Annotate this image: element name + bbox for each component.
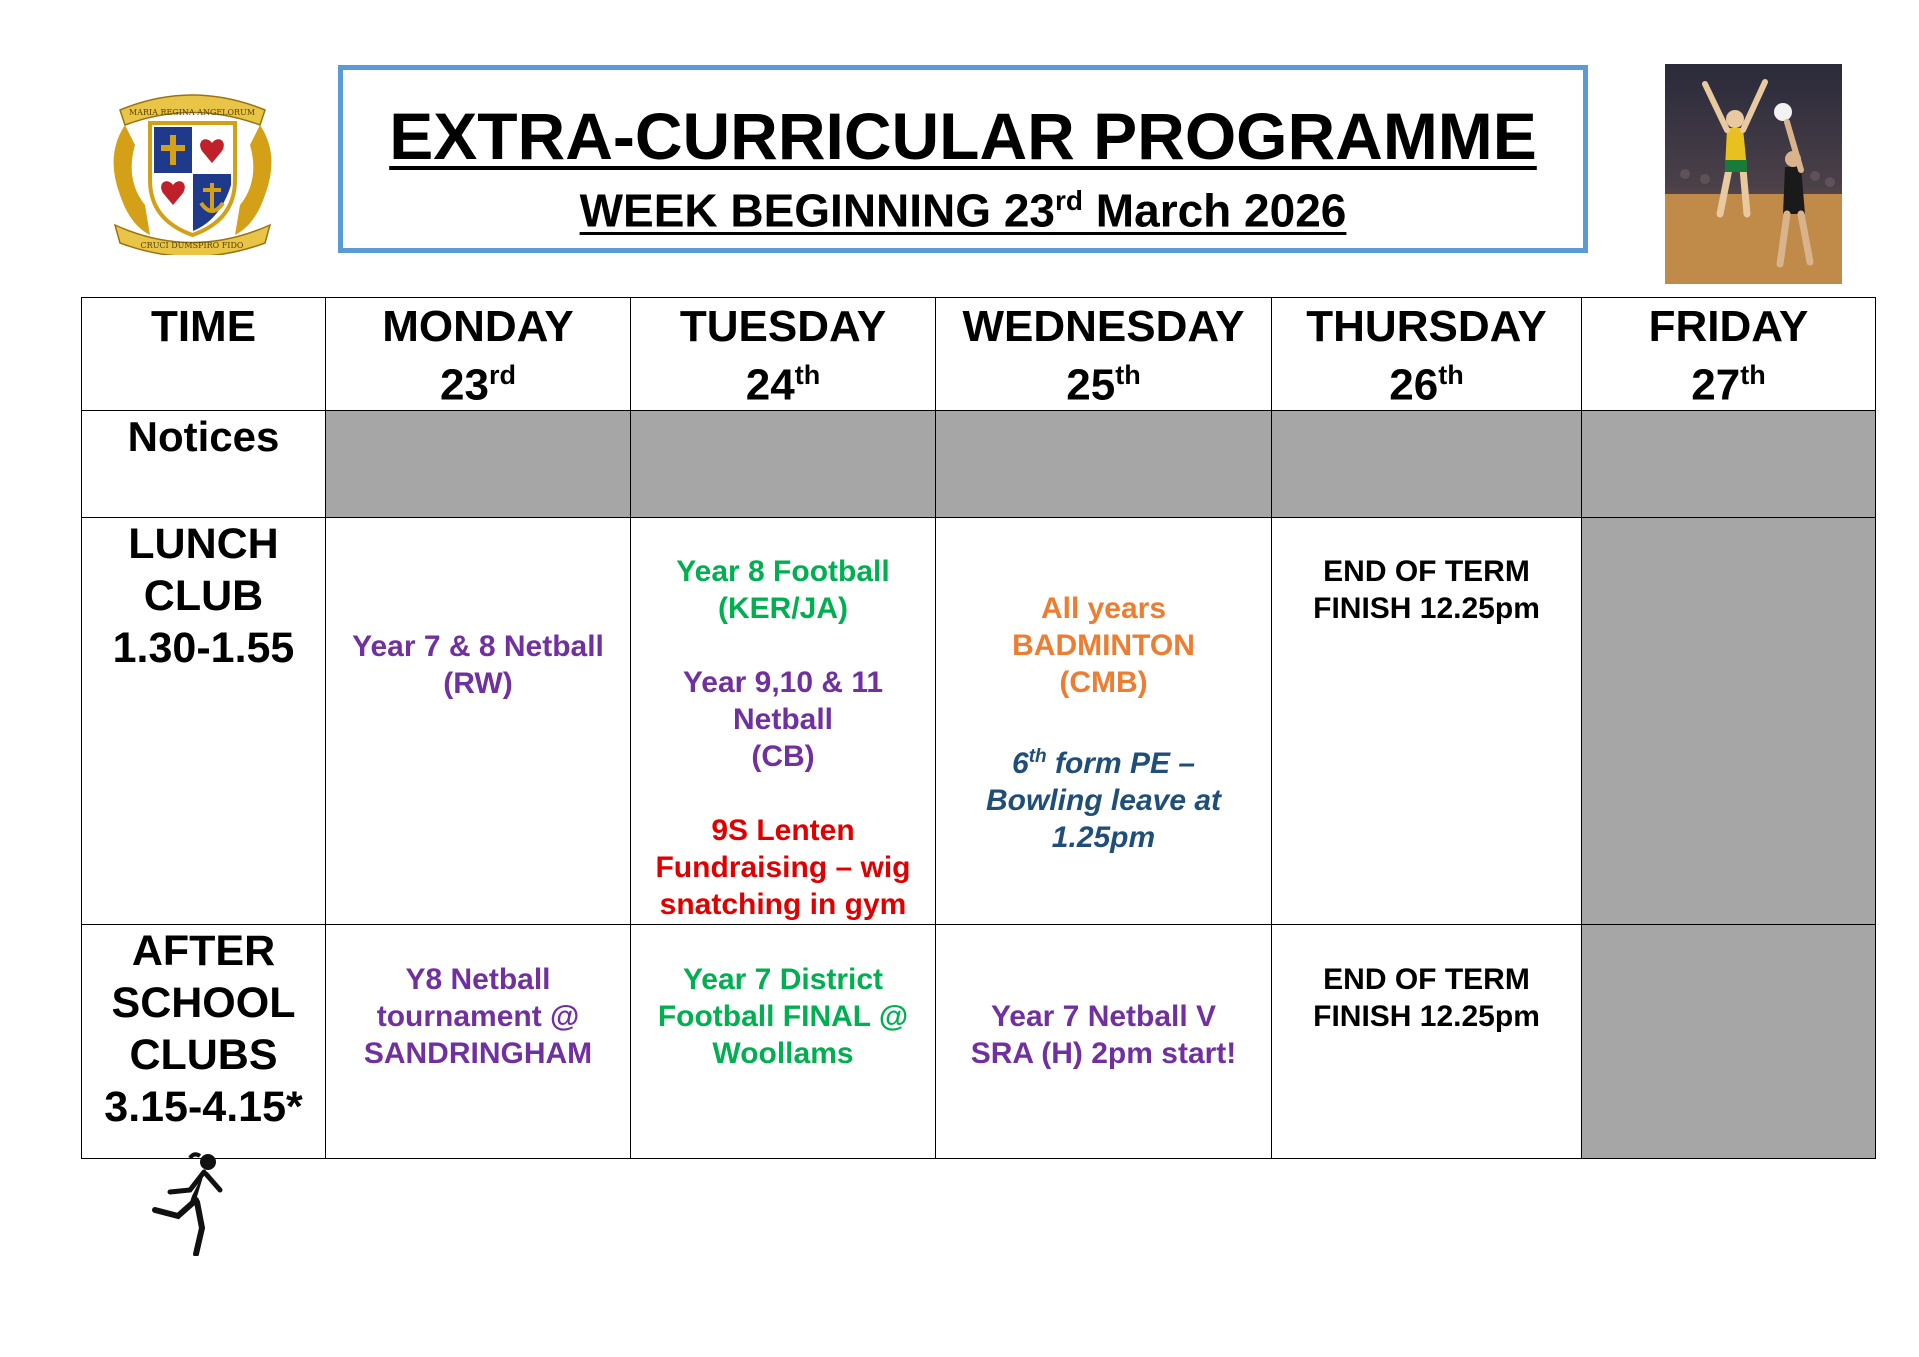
school-crest-logo [105,85,280,255]
activity-line: Woollams [712,1036,854,1070]
day-date [1582,351,1875,410]
notices-thursday [1272,410,1582,517]
lunch-club-row-header [82,517,326,924]
netball-photo [1665,64,1842,284]
activity-line: Football FINAL @ [657,999,909,1033]
day-date [631,351,935,410]
header-row [82,298,1876,411]
day-name: TUESDAY [679,302,887,351]
week-suffix: March 2026 [1083,184,1347,237]
activity-line: Year 7 District [682,962,884,996]
day-date-number: 23 [440,360,489,410]
svg-text:MARIA REGINA ANGELORUM: MARIA REGINA ANGELORUM [128,108,256,117]
notices-label: Notices [127,412,280,460]
day-name: FRIDAY [1648,302,1809,351]
activity-line [936,738,1271,782]
row-header-line: AFTER [131,926,276,975]
day-date-number: 26 [1389,360,1439,410]
activity-line: All years [1040,591,1167,625]
activity-line: BADMINTON [1012,628,1195,662]
title-box [338,65,1588,253]
activity-staff: (KER/JA) [717,591,848,625]
day-date-suffix: rd [488,360,516,390]
time-header-label: TIME [150,302,257,351]
activity-line: Year 8 Football [676,554,890,588]
notices-tuesday [631,410,936,517]
notices-wednesday [936,410,1272,517]
day-header-friday [1582,298,1876,411]
day-date [1272,351,1581,410]
row-header-line: CLUB [143,571,264,620]
notices-row [82,410,1876,517]
activity-line: SANDRINGHAM [363,1036,593,1070]
activity-staff: (RW) [443,666,513,700]
activity-staff: (CMB) [1059,665,1148,699]
activity-line: tournament @ [376,999,580,1033]
day-date-suffix: th [1740,360,1766,390]
runner-silhouette-icon [150,1150,230,1256]
after-monday [326,924,631,1158]
lunch-friday [1582,517,1876,924]
notices-monday [326,410,631,517]
week-sup: rd [1055,185,1084,216]
page-title: EXTRA-CURRICULAR PROGRAMME [389,99,1537,173]
row-header-line: CLUBS [129,1030,278,1079]
pe-prefix: 6 [1012,746,1029,780]
row-header-time: 3.15-4.15* [104,1082,303,1131]
pe-sup: th [1028,745,1047,767]
activity-line: END OF TERM [1323,962,1530,996]
day-date-suffix: th [1438,360,1464,390]
activity-line: Year 7 & 8 Netball [352,629,604,663]
week-beginning [343,174,1583,237]
activity-line: 1.25pm [1051,820,1156,854]
lunch-monday [326,517,631,924]
day-header-tuesday [631,298,936,411]
activity-line: Y8 Netball [405,962,551,996]
row-header-line: LUNCH [128,519,279,568]
activity-line: FINISH 12.25pm [1313,999,1540,1033]
row-header-line: SCHOOL [111,978,296,1027]
day-date-number: 24 [745,360,795,410]
row-header-time: 1.30-1.55 [112,623,295,672]
week-prefix: WEEK BEGINNING 23 [579,184,1056,237]
day-date-number: 27 [1691,360,1741,410]
day-header-wednesday [936,298,1272,411]
day-date-number: 25 [1066,360,1116,410]
day-date [936,351,1271,410]
timetable [81,297,1876,1159]
svg-text:CRUCI DUMSPIRO FIDO: CRUCI DUMSPIRO FIDO [140,241,244,250]
lunch-club-row [82,517,1876,924]
after-wednesday [936,924,1272,1158]
lunch-tuesday [631,517,936,924]
pe-suffix: form PE – [1046,746,1195,780]
activity-line: Netball [732,702,834,736]
day-name: MONDAY [382,302,574,351]
notices-row-header [82,410,326,517]
activity-line: Bowling leave at [985,783,1222,817]
activity-line: 9S Lenten [711,813,855,847]
activity-line: END OF TERM [1323,554,1530,588]
day-date [326,351,630,410]
lunch-thursday [1272,517,1582,924]
day-header-monday [326,298,631,411]
activity-line: FINISH 12.25pm [1313,591,1540,625]
activity-staff: (CB) [751,739,815,773]
activity-line: Year 9,10 & 11 [682,665,884,699]
day-name: WEDNESDAY [962,302,1245,351]
time-header [82,298,326,411]
day-date-suffix: th [1115,360,1141,390]
activity-line: Year 7 Netball V [990,999,1217,1033]
lunch-wednesday [936,517,1272,924]
after-school-row [82,924,1876,1158]
activity-line: snatching in gym [659,887,907,921]
day-name: THURSDAY [1306,302,1547,351]
day-header-thursday [1272,298,1582,411]
after-school-row-header [82,924,326,1158]
activity-line: Fundraising – wig [655,850,911,884]
after-tuesday [631,924,936,1158]
after-thursday [1272,924,1582,1158]
notices-friday [1582,410,1876,517]
after-friday [1582,924,1876,1158]
day-date-suffix: th [794,360,821,390]
activity-line: SRA (H) 2pm start! [970,1036,1237,1070]
